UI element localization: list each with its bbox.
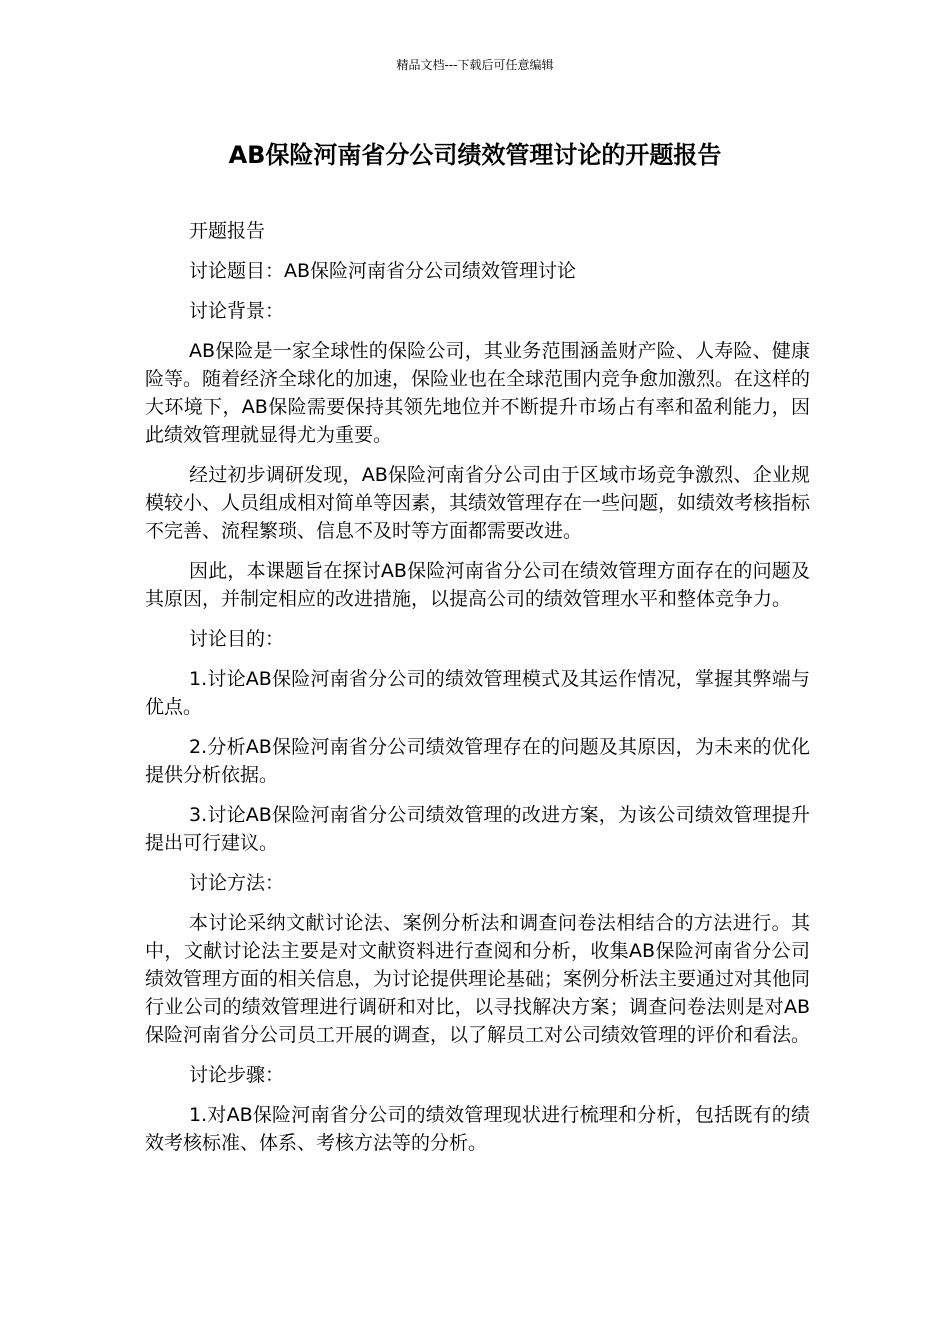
document-title: AB保险河南省分公司绩效管理讨论的开题报告 [228, 141, 722, 169]
section-label-report: 开题报告 [189, 220, 266, 242]
step-item-1: 1.对AB保险河南省分公司的绩效管理现状进行梳理和分析，包括既有的绩效考核标准、体系、考核方法等的分析。 [145, 1104, 810, 1154]
purpose-item-1: 1.讨论AB保险河南省分公司的绩效管理模式及其运作情况，掌握其弊端与优点。 [145, 668, 810, 718]
background-paragraph-3: 因此，本课题旨在探讨AB保险河南省分公司在绩效管理方面存在的问题及其原因，并制定相应的改进措施，以提高公司的绩效管理水平和整体竞争力。 [145, 560, 810, 610]
section-heading-background: 讨论背景： [189, 300, 285, 322]
method-paragraph: 本讨论采纳文献讨论法、案例分析法和调查问卷法相结合的方法进行。其中，文献讨论法主要是对文献资料进行查阅和分析，收集AB保险河南省分公司绩效管理方面的相关信息，为讨论提供理论基础；案例分析法主要通过对其他同行业公司的绩效管理进行调研和对比，以寻找解决方案；调查问卷法则是对AB保险河南省分公司员工开展的调查，以了解员工对公司绩效管理的评价和看法。 [145, 912, 811, 1046]
document-body [145, 217, 810, 1169]
section-heading-purpose: 讨论目的： [189, 628, 285, 650]
background-paragraph-2: 经过初步调研发现，AB保险河南省分公司由于区域市场竞争激烈、企业规模较小、人员组成相对简单等因素，其绩效管理存在一些问题，如绩效考核指标不完善、流程繁琐、信息不及时等方面都需要改进。 [145, 464, 811, 542]
purpose-item-2: 2.分析AB保险河南省分公司绩效管理存在的问题及其原因，为未来的优化提供分析依据。 [145, 736, 810, 786]
section-heading-steps: 讨论步骤： [189, 1064, 285, 1086]
purpose-item-3: 3.讨论AB保险河南省分公司绩效管理的改进方案，为该公司绩效管理提升提出可行建议。 [145, 804, 810, 854]
section-heading-method: 讨论方法： [189, 872, 285, 894]
page-header: 精品文档---下载后可任意编辑 [396, 58, 554, 72]
background-paragraph-1: AB保险是一家全球性的保险公司，其业务范围涵盖财产险、人寿险、健康险等。随着经济全球化的加速，保险业也在全球范围内竞争愈加激烈。在这样的大环境下，AB保险需要保持其领先地位并不断提升市场占有率和盈利能力，因此绩效管理就显得尤为重要。 [145, 340, 811, 446]
topic-line: 讨论题目：AB保险河南省分公司绩效管理讨论 [189, 260, 577, 282]
